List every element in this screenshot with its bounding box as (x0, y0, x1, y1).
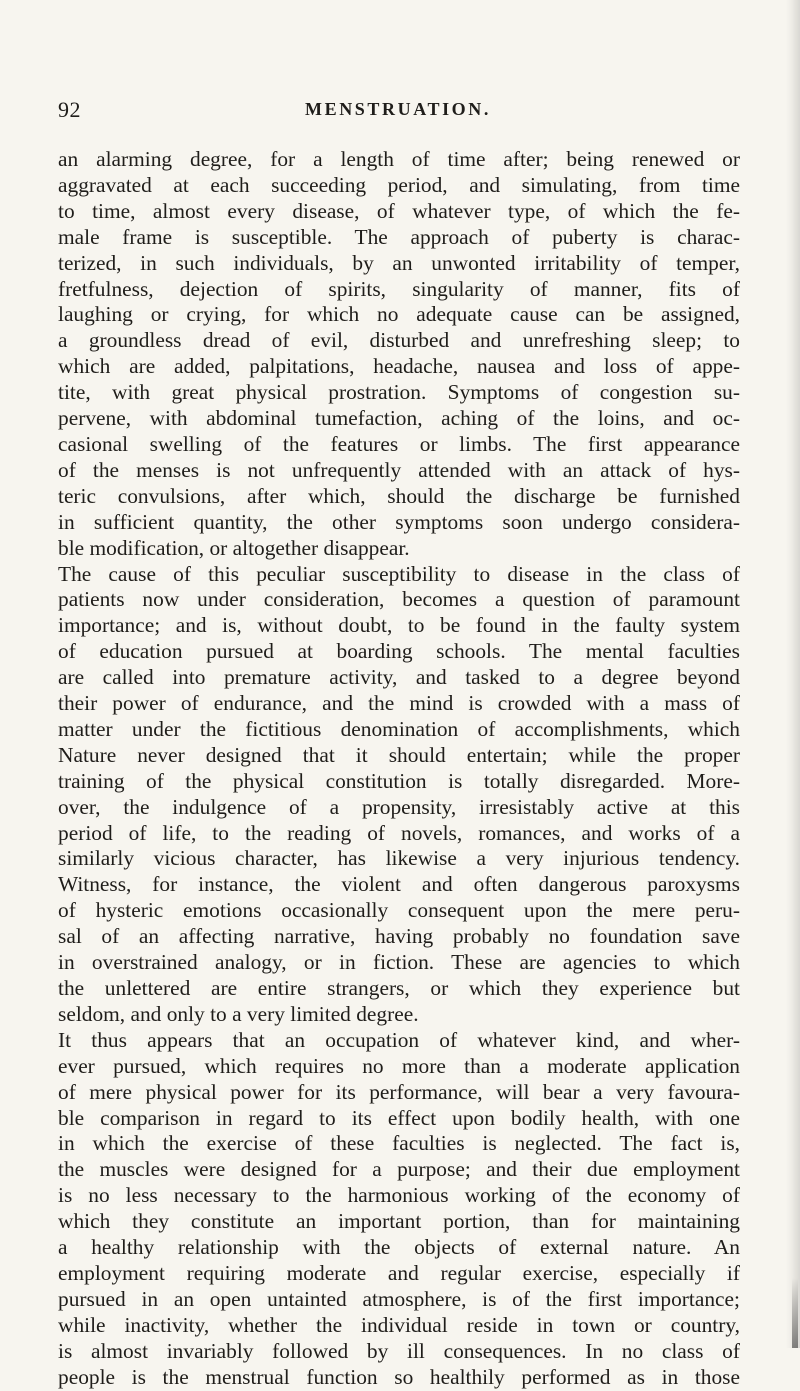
text-line: of hysteric emotions occasionally consequent upon the mere peru- (58, 898, 740, 923)
text-line: of mere physical power for its performance, will bear a very favoura- (58, 1079, 740, 1104)
text-line: period of life, to the reading of novels, romances, and works of a (58, 820, 740, 845)
text-line: The cause of this peculiar susceptibility to disease in the class of (58, 561, 740, 586)
text-line: ble modification, or altogether disappear. (58, 535, 410, 560)
text-line: pursued in an open untainted atmosphere, is of the first importance; (58, 1286, 740, 1311)
text-line: to time, almost every disease, of whatever type, of which the fe- (58, 198, 740, 223)
text-line: seldom, and only to a very limited degree. (58, 1001, 419, 1026)
text-line: the unlettered are entire strangers, or which they experience but (58, 976, 740, 1000)
text-line: is no less necessary to the harmonious working of the economy of (58, 1183, 740, 1208)
text-line: It thus appears that an occupation of whatever kind, and wher- (58, 1027, 740, 1052)
text-line: of the menses is not unfrequently attended with an attack of hys- (58, 457, 740, 482)
text-line: Witness, for instance, the violent and often dangerous paroxysms (58, 872, 740, 897)
text-line: casional swelling of the features or limbs. The first appearance (58, 431, 740, 456)
page-edge-shadow (786, 0, 800, 1348)
text-line: similarly vicious character, has likewise a very injurious tendency. (58, 846, 740, 871)
text-line: pervene, with abdominal tumefaction, aching of the loins, and oc- (58, 406, 740, 431)
text-line: laughing or crying, for which no adequate cause can be assigned, (58, 302, 740, 327)
text-line: which are added, palpitations, headache, nausea and loss of appe- (58, 354, 740, 379)
body-text (58, 147, 740, 1391)
text-line: the muscles were designed for a purpose; and their due employment (58, 1157, 740, 1182)
text-line: ble comparison in regard to its effect upon bodily health, with one (58, 1105, 740, 1130)
text-line: in overstrained analogy, or in fiction. These are agencies to which (58, 950, 740, 975)
text-line: sal of an affecting narrative, having probably no foundation save (58, 924, 740, 949)
page-edge-mark (792, 1278, 798, 1348)
text-line: which they constitute an important portion, than for maintaining (58, 1209, 740, 1234)
text-line: of education pursued at boarding schools. The mental faculties (58, 639, 740, 664)
text-line: over, the indulgence of a propensity, irresistably active at this (58, 794, 740, 819)
text-line: patients now under consideration, becomes a question of paramount (58, 587, 740, 612)
running-title: MENSTRUATION. (305, 99, 491, 119)
text-line: importance; and is, without doubt, to be found in the faulty system (58, 613, 740, 638)
page-number: 92 (58, 97, 81, 122)
text-line: in which the exercise of these faculties is neglected. The fact is, (58, 1131, 740, 1156)
text-line: employment requiring moderate and regular exercise, especially if (58, 1260, 740, 1285)
text-line: matter under the fictitious denomination of accomplishments, which (58, 716, 740, 741)
text-line: people is the menstrual function so healthily performed as in those (58, 1364, 740, 1389)
text-line: training of the physical constitution is totally disregarded. More- (58, 768, 740, 793)
page-header (58, 97, 738, 127)
text-line: a healthy relationship with the objects of external nature. An (58, 1235, 740, 1260)
text-line: in sufficient quantity, the other symptoms soon undergo considera- (58, 509, 740, 534)
text-line: an alarming degree, for a length of time after; being renewed or (58, 147, 740, 171)
text-line: are called into premature activity, and tasked to a degree beyond (58, 665, 740, 690)
text-line: ever pursued, which requires no more than a moderate application (58, 1053, 740, 1078)
text-line: a groundless dread of evil, disturbed and unrefreshing sleep; to (58, 328, 740, 353)
text-line: is almost invariably followed by ill consequences. In no class of (58, 1338, 740, 1363)
text-line: tite, with great physical prostration. Symptoms of congestion su- (58, 380, 740, 405)
text-line: fretfulness, dejection of spirits, singularity of manner, fits of (58, 276, 740, 301)
text-line: male frame is susceptible. The approach of puberty is charac- (58, 224, 740, 249)
text-line: their power of endurance, and the mind is crowded with a mass of (58, 691, 740, 716)
text-line: terized, in such individuals, by an unwonted irritability of temper, (58, 250, 740, 275)
text-line: teric convulsions, after which, should the discharge be furnished (58, 483, 740, 508)
text-line: aggravated at each succeeding period, and simulating, from time (58, 172, 740, 197)
text-line: while inactivity, whether the individual reside in town or country, (58, 1312, 740, 1337)
text-line: Nature never designed that it should entertain; while the proper (58, 742, 740, 767)
